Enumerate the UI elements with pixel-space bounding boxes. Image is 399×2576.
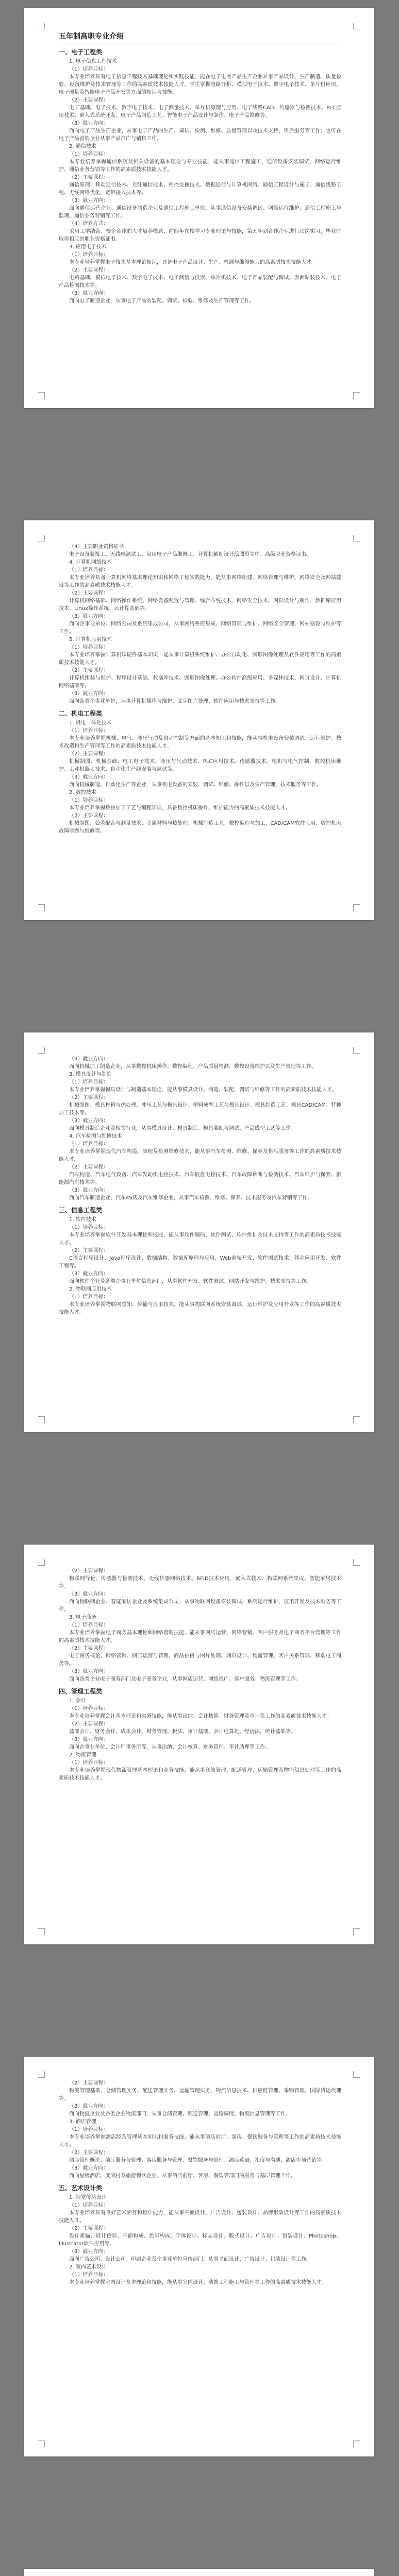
subheading-line: （2）主要课程： <box>69 1095 109 1100</box>
document-page <box>24 2057 374 2456</box>
body-paragraph: 电子商务概论、网络营销、网店运营与管理、商品拍摄与图片处理、网页设计、物流管理、客户关系管理、移动电子商务等。 <box>59 1653 341 1667</box>
page-content <box>59 1055 341 1415</box>
subheading-line: （2）主要课程： <box>69 2150 109 2156</box>
subheading-line: （2）主要课程： <box>69 590 109 596</box>
document-title: 五年制高职专业介绍 <box>59 31 341 43</box>
body-paragraph: 计算机网络基础、网络操作系统、网络设备配置与管理、综合布线技术、网络安全技术、网页设计与制作、数据库应用技术、Linux操作系统、云计算基础等。 <box>59 598 341 612</box>
body-paragraph: 面向企事业单位、会计师事务所等，从事出纳、会计核算、财务管理、审计助理等工作。 <box>69 1744 270 1750</box>
subheading-line: 1. 软件技术 <box>69 1217 96 1223</box>
subheading-line: 1. 会计 <box>69 1698 86 1704</box>
subheading-line: （2）主要课程： <box>69 1164 109 1170</box>
body-paragraph: 机械制图、公差配合与测量技术、金属材料与热处理、机械制造工艺、数控编程与加工、CAD/CAM软件应用、数控机床故障诊断与维修等。 <box>59 821 341 834</box>
body-paragraph: 机械制图、模具材料与热处理、冲压工艺与模具设计、塑料成型工艺与模具设计、模具制造工艺、模具CAD/CAM、特种加工技术等。 <box>59 1103 341 1116</box>
section-heading: 一、电子工程类 <box>59 48 103 56</box>
subheading-line: （1）培养目标： <box>69 66 109 72</box>
subheading-line: （2）主要课程： <box>69 267 109 273</box>
body-paragraph: 酒店管理概论、前厅服务与管理、客房服务与管理、餐饮服务与管理、酒店英语、礼仪与沟通、酒店市场营销等。 <box>69 2158 327 2163</box>
subheading-line: 2. 室内艺术设计 <box>69 2264 107 2270</box>
page-corner-mark <box>353 1559 360 1566</box>
page-corner-mark <box>38 1928 45 1935</box>
body-paragraph: 本专业培养具有良好艺术素养和设计能力，能从事平面设计、广告设计、包装设计、品牌形象设计等工作的高素质技术技能人才。 <box>59 2210 341 2224</box>
section-heading: 五、艺术设计类 <box>59 2184 103 2192</box>
subheading-line: 3. 应用电子技术 <box>69 244 107 250</box>
subheading-line: （1）培养目标： <box>69 2127 109 2132</box>
subheading-line: （3）就业方向： <box>69 291 109 296</box>
page-corner-mark <box>353 2071 360 2078</box>
subheading-line: （1）培养目标： <box>69 1760 109 1766</box>
page-corner-mark <box>353 1047 360 1054</box>
body-paragraph: 设计素描、设计色彩、平面构成、色彩构成、字体设计、标志设计、版式设计、广告设计、包装设计、Photoshop、Illustrator软件应用等。 <box>59 2233 341 2247</box>
subheading-line: （1）培养目标： <box>69 645 109 650</box>
body-paragraph: 面向汽车制造企业、汽车4S店及汽车维修企业，从事汽车检测、维修、保养、技术服务及汽车营销等工作。 <box>69 1195 313 1201</box>
subheading-line: 1. 机电一体化技术 <box>69 720 112 726</box>
document-page <box>24 1545 374 1944</box>
subheading-line: 2. 物联网应用技术 <box>69 1286 112 1292</box>
subheading-line: 1. 电子信息工程技术 <box>69 59 117 64</box>
body-paragraph: 面向各类企业电子商务部门及电子商务企业，从事网店运营、网络推广、客户服务、物流管理等工作。 <box>69 1676 301 1682</box>
subheading-line: 4. 汽车检测与维修技术 <box>69 1133 122 1139</box>
subheading-line: （1）培养目标： <box>69 728 109 734</box>
page-corner-mark <box>353 392 360 399</box>
document-page <box>24 520 374 920</box>
body-paragraph: 本专业培养掌握模具设计与制造基本理论，能从事模具设计、制造、装配、调试与维修等工作的高素质技术技能人才。 <box>69 1087 337 1093</box>
subheading-line: （1）培养目标： <box>69 1225 109 1230</box>
subheading-line: 3. 酒店管理 <box>69 2119 96 2125</box>
body-paragraph: 本专业培养掌握会计基本理论和实务技能，能从事出纳、会计核算、财务管理及审计等工作的高素质技术技能人才。 <box>69 1714 332 1719</box>
body-paragraph: 物流管理基础、仓储管理实务、配送管理实务、运输管理实务、物流信息技术、供应链管理、采购管理、国际货运代理等。 <box>59 2088 341 2102</box>
subheading-line: （3）就业方向： <box>69 121 109 126</box>
subheading-line: 2. 数控技术 <box>69 790 96 795</box>
body-paragraph: 基础会计、财务会计、成本会计、财务管理、税法、审计基础、会计电算化、经济法、统计基础等。 <box>69 1729 296 1735</box>
section-heading: 四、管理工程类 <box>59 1688 103 1695</box>
body-paragraph: 本专业培养具备计算机网络基本理论知识和网络工程实践能力，能从事网络组建、网络管理与维护、网络安全及网站建设等工作的高素质技术技能人才。 <box>59 575 341 588</box>
subheading-line: （1）培养目标： <box>69 2272 109 2278</box>
body-paragraph: 本专业培养掌握计算机软硬件基本知识，能从事计算机系统维护、办公自动化、图形图像处理及软件应用等工作的高素质技术技能人才。 <box>59 652 341 666</box>
page-corner-mark <box>38 23 45 29</box>
body-paragraph: 面向通信运营企业、通信设备制造企业及通信工程施工单位，从事通信设备安装调试、网络运行维护、通信工程施工与监理、通信业务营销等工作。 <box>59 206 341 219</box>
body-paragraph: 机械制图、机械基础、电工电子技术、液压与气动技术、PLC应用技术、传感器技术、电机与电气控制、数控机床维护、工业机器人技术、自动化生产线安装与调试等。 <box>59 759 341 772</box>
subheading-line: （1）培养目标： <box>69 151 109 157</box>
page-corner-mark <box>38 904 45 911</box>
body-paragraph: 面向物流企业及各类企业物流部门，从事仓储管理、配送管理、运输调度、物流信息管理等工作。 <box>69 2111 291 2117</box>
body-paragraph: 本专业培养掌握电子技术基本理论知识，具备电子产品设计、生产、检测与维修能力的高素质技术技能人才。 <box>69 260 317 265</box>
section-heading: 三、信息工程类 <box>59 1207 103 1214</box>
body-paragraph: 采用工学结合、校企合作的人才培养模式，前四年在校学习专业理论与技能，第五年到合作企业进行顶岗实习，毕业时取得相应的职业资格证书。 <box>59 229 341 242</box>
body-paragraph: 本专业培养掌握数控加工工艺与编程知识，具备数控机床操作、维护能力的高素质技术技能人才。 <box>69 805 291 811</box>
body-paragraph: 本专业培养掌握电子商务基本理论和网络营销技能，能从事网店运营、网络营销、客户服务及电子商务平台管理等工作的高素质技术技能人才。 <box>59 1630 341 1643</box>
body-paragraph: 本专业培养掌握室内设计基本理论和技能，能从事室内设计、装饰工程施工与管理等工作的高素质技术技能人才。 <box>69 2280 327 2285</box>
subheading-line: （2）主要课程： <box>69 1646 109 1651</box>
subheading-line: （1）培养目标： <box>69 1622 109 1628</box>
subheading-line: （2）主要课程： <box>69 2080 109 2086</box>
subheading-line: （2）主要课程： <box>69 1721 109 1727</box>
subheading-line: （3）就业方向： <box>69 1118 109 1124</box>
subheading-line: （3）就业方向： <box>69 198 109 204</box>
body-paragraph: 面向电子制造企业，从事电子产品的装配、调试、检验、维修及生产管理等工作。 <box>69 298 255 304</box>
body-paragraph: C语言程序设计、Java程序设计、数据结构、数据库原理与应用、Web前端开发、软件测试技术、移动应用开发、软件工程等。 <box>59 1256 341 1269</box>
body-paragraph: 电子设备装接工、无线电调试工、家用电子产品维修工、计算机辅助设计绘图员等中、高级职业资格证书。 <box>69 552 311 557</box>
page-corner-mark <box>353 23 360 29</box>
subheading-line: （3）就业方向： <box>69 691 109 697</box>
subheading-line: （4）主要职业资格证书： <box>69 544 129 550</box>
body-paragraph: 面向机械制造、自动化生产等企业，从事机电设备的安装、调试、维修、操作以及生产管理、技术服务等工作。 <box>69 782 322 788</box>
document-page <box>24 2569 374 2576</box>
subheading-line: （1）培养目标： <box>69 1079 109 1085</box>
page-corner-mark <box>353 535 360 541</box>
body-paragraph: 电路基础、模拟电子技术、数字电子技术、电子测量与仪器、单片机技术、电子产品装配与调试、表面贴装技术、电子产品检测技术等。 <box>59 275 341 289</box>
subheading-line: （2）主要课程： <box>69 175 109 180</box>
subheading-line: 3. 模具设计与制造 <box>69 1072 112 1077</box>
subheading-line: （3）就业方向： <box>69 2165 109 2171</box>
body-paragraph: 面向广告公司、设计公司、印刷企业及企事业单位宣传部门，从事平面设计、广告设计、包装设计等工作。 <box>69 2257 311 2262</box>
page-corner-mark <box>38 1559 45 1566</box>
body-paragraph: 汽车构造、汽车电气设备、汽车发动机电控技术、汽车底盘电控技术、汽车故障诊断与检测技术、汽车维护与保养、新能源汽车技术等。 <box>59 1172 341 1185</box>
subheading-line: （3）就业方向： <box>69 1188 109 1193</box>
subheading-line: 3. 电子商务 <box>69 1615 96 1620</box>
document-page <box>24 1032 374 1432</box>
subheading-line: （3）就业方向： <box>69 1591 109 1597</box>
page-corner-mark <box>38 1416 45 1423</box>
page-content <box>59 1567 341 1927</box>
page-corner-mark <box>38 535 45 541</box>
subheading-line: （2）主要课程： <box>69 1248 109 1253</box>
page-corner-mark <box>38 2071 45 2078</box>
page-corner-mark <box>38 2441 45 2447</box>
subheading-line: （2）主要课程： <box>69 813 109 819</box>
subheading-line: （3）就业方向： <box>69 1056 109 1062</box>
subheading-line: 2. 物流管理 <box>69 1752 96 1758</box>
subheading-line: 1. 视觉传达设计 <box>69 2195 107 2200</box>
page-corner-mark <box>38 392 45 399</box>
subheading-line: （3）就业方向： <box>69 2104 109 2109</box>
subheading-line: （1）培养目标： <box>69 567 109 573</box>
subheading-line: （3）就业方向： <box>69 774 109 780</box>
body-paragraph: 本专业培养掌握现代物流管理基本理论和业务技能，能从事仓储管理、配送管理、运输管理及物流信息处理等工作的高素质技术技能人才。 <box>59 1768 341 1781</box>
page-content <box>59 31 341 391</box>
subheading-line: （3）就业方向： <box>69 1271 109 1277</box>
page-content <box>59 2079 341 2439</box>
body-paragraph: 面向物联网企业、智能家居企业及系统集成公司，从事物联网设备安装调试、系统运行维护、应用开发及技术服务等工作。 <box>59 1599 341 1613</box>
subheading-line: （2）主要课程： <box>69 97 109 103</box>
page-corner-mark <box>353 1928 360 1935</box>
page-content <box>59 543 341 903</box>
body-paragraph: 本专业培养掌握酒店经营管理基本知识和服务技能，能从事酒店前厅、客房、餐饮服务与管理等工作的高素质技术技能人才。 <box>59 2134 341 2148</box>
subheading-line: （1）培养目标： <box>69 1294 109 1300</box>
body-paragraph: 面向电子产品生产企业，从事电子产品的生产、调试、检测、维修、质量管理以及技术支持、售后服务等工作；也可在电子产品营销企业从事产品推广与销售工作。 <box>59 128 341 142</box>
page-corner-mark <box>38 1047 45 1054</box>
subheading-line: （3）就业方向： <box>69 2249 109 2255</box>
body-paragraph: 面向星级酒店、度假村及旅游餐饮企业，从事酒店前厅、客房、餐饮等部门的服务与基层管理工作。 <box>69 2173 296 2179</box>
body-paragraph: 物联网导论、传感器与检测技术、无线传感网络技术、RFID技术应用、嵌入式技术、物联网系统集成、智能家居技术等。 <box>59 1576 341 1589</box>
subheading-line: 5. 计算机应用技术 <box>69 637 112 642</box>
body-paragraph: 面向模具制造企业及相关行业，从事模具设计、模具制造、模具装配与调试、产品成型工艺等工作。 <box>69 1126 296 1131</box>
subheading-line: （2）主要课程： <box>69 751 109 757</box>
body-paragraph: 本专业培养掌握物联网感知、传输与应用技术，能从事物联网系统安装调试、运行维护及应用开发等工作的高素质技术技能人才。 <box>59 1302 341 1315</box>
subheading-line: （1）培养目标： <box>69 1141 109 1147</box>
subheading-line: （1）培养目标： <box>69 2202 109 2208</box>
section-heading: 二、机电工程类 <box>59 710 103 717</box>
subheading-line: （3）就业方向： <box>69 614 109 619</box>
body-paragraph: 本专业培养掌握通信系统及相关设备的基本理论与专业技能，能从事通信工程施工、通信设备安装调试、网络运行维护、通信业务营销等工作的高素质技术技能人才。 <box>59 159 341 173</box>
subheading-line: （2）主要课程： <box>69 2226 109 2231</box>
subheading-line: 4. 计算机网络技术 <box>69 560 112 565</box>
body-paragraph: 本专业培养掌握现代汽车构造、原理及检测维修技术，能从事汽车检测、维修、保养及售后服务等工作的高素质技术技能人才。 <box>59 1149 341 1162</box>
subheading-line: 2. 通信技术 <box>69 144 96 149</box>
page-corner-mark <box>353 904 360 911</box>
subheading-line: （2）主要课程： <box>69 668 109 673</box>
subheading-line: （2）主要课程： <box>69 1568 109 1574</box>
body-paragraph: 本专业培养掌握软件开发基本理论和技能，能从事软件编码、软件测试、软件维护及技术支持等工作的高素质技术技能人才。 <box>59 1232 341 1246</box>
subheading-line: （1）培养目标： <box>69 1706 109 1711</box>
body-paragraph: 计算机组装与维护、程序设计基础、数据库技术、图形图像处理、办公软件高级应用、多媒体技术、网页设计、计算机网络基础等。 <box>59 675 341 689</box>
subheading-line: （3）就业方向： <box>69 1669 109 1674</box>
body-paragraph: 面向各类企事业单位，从事计算机操作与维护、文字图片处理、软件应用与技术支持等工作。 <box>69 699 280 704</box>
body-paragraph: 面向企事业单位、网络公司及系统集成公司，从事网络系统集成、网络管理与维护、网络安全管理、网站建设与维护等工作。 <box>59 621 341 635</box>
subheading-line: （3）就业方向： <box>69 1737 109 1742</box>
body-paragraph: 通信原理、移动通信技术、光纤通信技术、程控交换技术、数据通信与计算机网络、通信工程设计与施工、通信线路工程、无线网络优化、宽带接入技术等。 <box>59 182 341 196</box>
body-paragraph: 本专业培养具有电子信息工程技术基础理论和实践技能，能在电子电器产品生产企业从事产品设计、生产制造、质量检验、设备维护及技术管理等工作的高素质技术技能人才。学生掌握电路分析、模拟电子技术、数字电子技术、单片机应用、电子测量及智能电子产品开发等方面的知识与技能。 <box>59 74 341 95</box>
page-corner-mark <box>353 1416 360 1423</box>
subheading-line: （1）培养目标： <box>69 252 109 258</box>
body-paragraph: 面向机械加工制造企业，从事数控机床操作、数控编程、产品质量检测、数控设备维护以及生产管理等工作。 <box>69 1064 317 1070</box>
subheading-line: （1）培养目标： <box>69 798 109 803</box>
page-corner-mark <box>353 2441 360 2447</box>
document-page <box>24 8 374 408</box>
body-paragraph: 电工基础、电子技术、数字电子技术、电子测量技术、单片机原理与应用、电子线路CAD、传感器与检测技术、PLC应用技术、嵌入式系统开发、电子产品制造工艺、智能电子产品设计与制作、电子产品维修等。 <box>59 105 341 118</box>
body-paragraph: 本专业培养掌握机械、电气、液压气动及自动控制等方面的基本知识和技能，能从事机电设备安装调试、运行维护、技术改造和生产管理等工作的高素质技术技能人才。 <box>59 736 341 749</box>
body-paragraph: 面向软件企业及各类企事业单位信息部门，从事软件开发、软件测试、网站开发与维护、技术支持等工作。 <box>69 1279 311 1284</box>
subheading-line: （4）培养方式： <box>69 221 109 227</box>
